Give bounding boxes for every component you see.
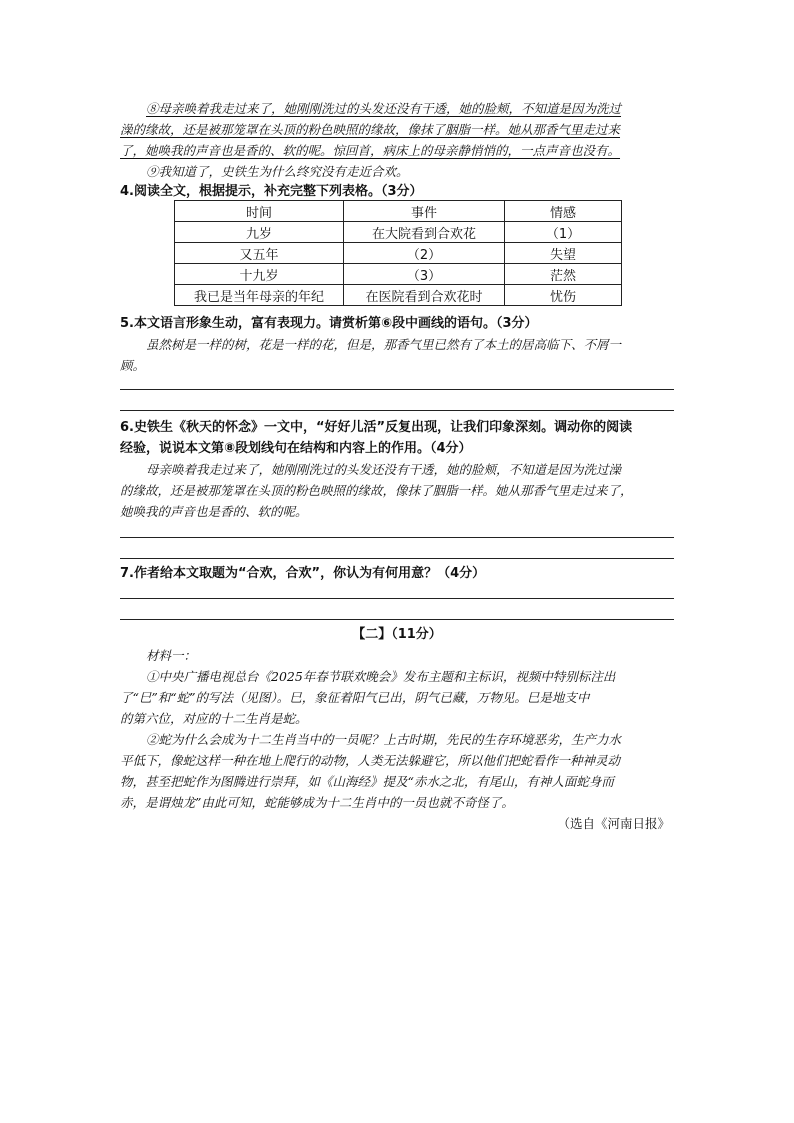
material-1-p1-line-1: ①中央广播电视总台《2025年春节联欢晚会》发布主题和主标识，视频中特别标注出 <box>146 669 616 684</box>
material-1-p1-line-2: 了“巳”和“蛇”的写法（见图）。巳，象征着阳气已出，阴气已藏，万物见。巳是地支中 <box>120 690 590 705</box>
table-cell: 又五年 <box>175 243 344 264</box>
question-6-title-line-2: 经验，说说本文第⑧段划线句在结构和内容上的作用。（4分） <box>120 441 472 456</box>
event-table <box>174 200 622 306</box>
answer-line[interactable] <box>120 558 674 559</box>
table-cell: 在医院看到合欢花时 <box>344 285 505 306</box>
table-cell: 我已是当年母亲的年纪 <box>175 285 344 306</box>
question-6-quote-line-1: 母亲唤着我走过来了，她刚刚洗过的头发还没有干透，她的脸颊，不知道是因为洗过澡 <box>146 462 622 477</box>
question-6-quote <box>146 459 676 480</box>
table-header-event: 事件 <box>344 201 505 222</box>
table-cell: 失望 <box>505 243 622 264</box>
section-2-heading: 【二】（11分） <box>352 627 442 642</box>
table-row <box>175 285 622 306</box>
paragraph-8-line-3-text: 了，她唤我的声音也是香的、软的呢。惊回首，病床上的母亲静悄悄的，一点声音也没有。 <box>120 143 621 158</box>
material-1-p2 <box>146 729 676 750</box>
material-1-p1-cont <box>120 687 680 729</box>
answer-line[interactable] <box>120 598 674 599</box>
table-row <box>175 243 622 264</box>
paragraph-8-line-1: ⑧母亲唤着我走过来了，她刚刚洗过的头发还没有干透，她的脸颊，不知道是因为洗过 <box>146 101 622 116</box>
table-cell: （2） <box>344 243 505 264</box>
material-1-p1-line-3: 的第六位，对应的十二生肖是蛇。 <box>120 711 308 726</box>
table-header-emotion: 情感 <box>505 201 622 222</box>
material-1-p2-line-3: 物，甚至把蛇作为图腾进行崇拜，如《山海经》提及“赤水之北，有尾山，有神人面蛇身而 <box>120 774 614 789</box>
question-5-quote-cont <box>120 355 676 376</box>
table-row <box>175 222 622 243</box>
question-7 <box>120 563 676 584</box>
question-6-quote-cont <box>120 480 680 522</box>
question-5-title: 5.本文语言形象生动，富有表现力。请赏析第⑥段中画线的语句。（3分） <box>120 316 538 331</box>
material-1-p2-line-2: 平低下，像蛇这样一种在地上爬行的动物，人类无法躲避它，所以他们把蛇看作一种神灵动 <box>120 753 621 768</box>
table-cell: 忧伤 <box>505 285 622 306</box>
answer-line[interactable] <box>120 537 674 538</box>
table-cell: 在大院看到合欢花 <box>344 222 505 243</box>
material-1-p1 <box>146 666 676 687</box>
table-header-row <box>175 201 622 222</box>
paragraph-8-line-3 <box>120 140 680 161</box>
question-7-title: 7.作者给本文取题为“合欢，合欢”，你认为有何用意？（4分） <box>120 566 486 581</box>
question-6-title-line-1: 6.史铁生《秋天的怀念》一文中，“好好儿活”反复出现，让我们印象深刻。调动你的阅读 <box>120 420 633 435</box>
question-6-quote-line-2: 的缘故，还是被那笼罩在头顶的粉色映照的缘故，像抹了胭脂一样。她从那香气里走过来了， <box>120 483 633 498</box>
answer-line[interactable] <box>120 410 674 411</box>
table-row <box>175 264 622 285</box>
table-cell: （3） <box>344 264 505 285</box>
question-4 <box>120 181 676 202</box>
question-5-quote <box>146 334 676 355</box>
material-1-p2-cont <box>120 750 680 813</box>
question-4-title: 4.阅读全文，根据提示，补充完整下列表格。（3分） <box>120 184 423 199</box>
table-cell: （1） <box>505 222 622 243</box>
source-citation: （选自《河南日报》 <box>557 816 670 831</box>
question-6 <box>120 417 680 459</box>
question-6-quote-line-3: 她唤我的声音也是香的、软的呢。 <box>120 504 308 519</box>
material-1-p2-line-1: ②蛇为什么会成为十二生肖当中的一员呢？上古时期，先民的生存环境恶劣，生产力水 <box>146 732 622 747</box>
table-header-time: 时间 <box>175 201 344 222</box>
table-cell: 九岁 <box>175 222 344 243</box>
question-5-quote-line-2: 顾。 <box>120 358 146 373</box>
table-cell: 十九岁 <box>175 264 344 285</box>
question-5 <box>120 313 676 334</box>
paragraph-8-cont <box>120 119 680 161</box>
question-5-quote-line-1: 虽然树是一样的树，花是一样的花，但是，那香气里已然有了本土的居高临下、不屑一 <box>146 337 622 352</box>
material-1-p2-line-4: 赤，是谓烛龙”由此可知，蛇能够成为十二生肖中的一员也就不奇怪了。 <box>120 795 514 810</box>
paragraph-9-text: ⑨我知道了，史铁生为什么终究没有走近合欢。 <box>146 164 409 179</box>
paragraph-9 <box>146 161 702 182</box>
answer-line[interactable] <box>120 389 674 390</box>
table-cell: 茫然 <box>505 264 622 285</box>
paragraph-8 <box>146 98 686 119</box>
answer-line[interactable] <box>120 619 674 620</box>
paragraph-8-line-2: 澡的缘故，还是被那笼罩在头顶的粉色映照的缘故，像抹了胭脂一样。她从那香气里走过来 <box>120 122 621 137</box>
material-1-label: 材料一： <box>146 648 197 663</box>
